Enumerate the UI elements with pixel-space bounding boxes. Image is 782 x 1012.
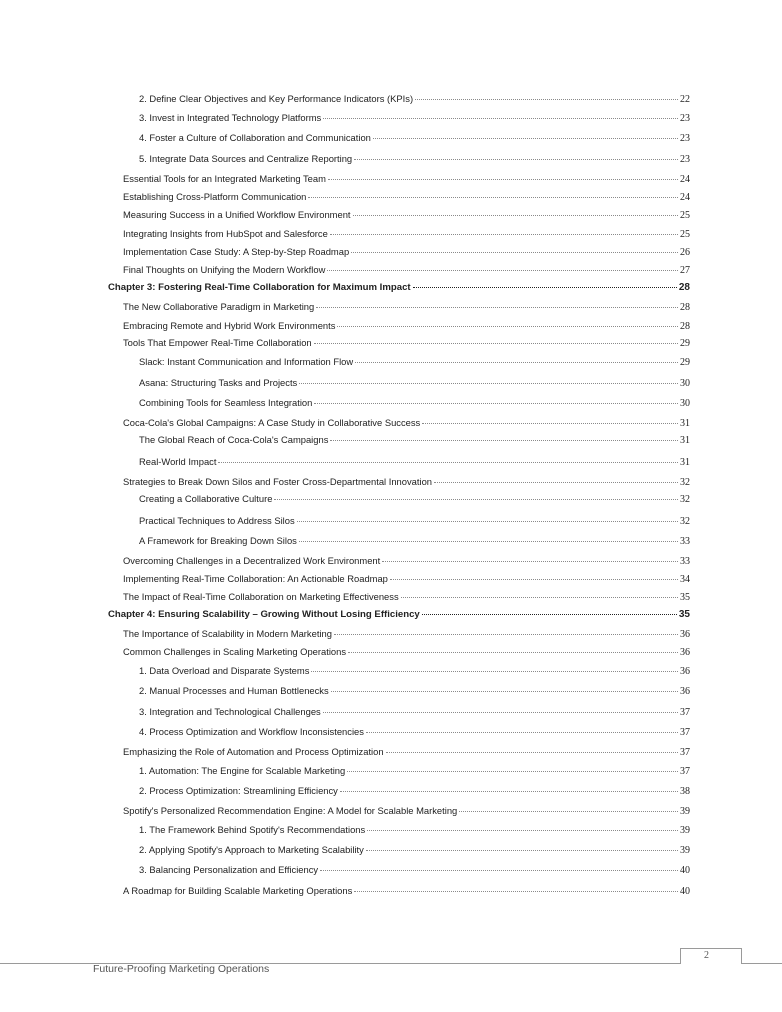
dot-leader: [348, 651, 678, 653]
toc-entry-page: 23: [680, 154, 690, 165]
toc-entry[interactable]: [123, 646, 690, 659]
toc-entry-title: 2. Manual Processes and Human Bottlenecks: [139, 685, 329, 696]
toc-entry-title: Coca-Cola's Global Campaigns: A Case Study in Collaborative Success: [123, 417, 421, 428]
toc-entry-title: 2. Applying Spotify's Approach to Marketing Scalability: [139, 844, 364, 855]
toc-entry-page: 39: [680, 806, 690, 817]
toc-entry-title: 3. Invest in Integrated Technology Platforms: [139, 112, 322, 123]
toc-entry-title: The Impact of Real-Time Collaboration on Marketing Effectiveness: [123, 591, 399, 602]
dot-leader: [386, 751, 678, 753]
toc-entry[interactable]: [123, 476, 690, 489]
toc-entry[interactable]: [139, 765, 690, 778]
toc-entry-title: 4. Foster a Culture of Collaboration and Communication: [139, 132, 371, 143]
dot-leader: [347, 770, 678, 772]
toc-entry[interactable]: [139, 726, 690, 739]
toc-entry-title: Real-World Impact: [139, 456, 217, 467]
toc-entry[interactable]: [139, 685, 690, 698]
dot-leader: [401, 596, 678, 598]
toc-entry[interactable]: [123, 591, 690, 604]
toc-entry[interactable]: [139, 377, 690, 390]
dot-leader: [422, 613, 677, 615]
toc-entry-page: 40: [680, 886, 690, 897]
toc-entry[interactable]: [123, 191, 690, 204]
dot-leader: [314, 402, 678, 404]
toc-entry-title: Chapter 3: Fostering Real-Time Collaboration for Maximum Impact: [108, 282, 411, 293]
dot-leader: [328, 178, 678, 180]
toc-entry-page: 39: [680, 825, 690, 836]
toc-entry-page: 40: [680, 865, 690, 876]
toc-entry[interactable]: [123, 246, 690, 259]
toc-entry[interactable]: [123, 417, 690, 430]
dot-leader: [297, 520, 678, 522]
toc-entry-title: 3. Integration and Technological Challenges: [139, 706, 321, 717]
toc-entry-page: 30: [680, 398, 690, 409]
toc-entry-title: The Importance of Scalability in Modern Marketing: [123, 628, 332, 639]
toc-entry-title: 5. Integrate Data Sources and Centralize Reporting: [139, 153, 353, 164]
toc-entry-page: 37: [680, 747, 690, 758]
dot-leader: [308, 196, 678, 198]
dot-leader: [413, 286, 677, 288]
toc-entry-title: Integrating Insights from HubSpot and Salesforce: [123, 228, 328, 239]
dot-leader: [382, 560, 678, 562]
toc-entry-title: A Roadmap for Building Scalable Marketing Operations: [123, 885, 353, 896]
dot-leader: [337, 325, 678, 327]
toc-chapter-entry[interactable]: [108, 609, 690, 621]
toc-entry-title: Strategies to Break Down Silos and Foster Cross-Departmental Innovation: [123, 476, 432, 487]
toc-entry-title: Tools That Empower Real-Time Collaboration: [123, 337, 312, 348]
dot-leader: [330, 233, 678, 235]
toc-entry-page: 27: [680, 265, 690, 276]
toc-entry-title: 1. Data Overload and Disparate Systems: [139, 665, 310, 676]
toc-entry[interactable]: [139, 132, 690, 145]
toc-entry-page: 23: [680, 113, 690, 124]
dot-leader: [334, 633, 678, 635]
dot-leader: [390, 578, 678, 580]
dot-leader: [354, 158, 678, 160]
toc-entry[interactable]: [139, 824, 690, 837]
toc-entry[interactable]: [139, 112, 690, 125]
dot-leader: [274, 498, 678, 500]
dot-leader: [351, 251, 678, 253]
toc-entry-page: 31: [680, 457, 690, 468]
dot-leader: [373, 137, 678, 139]
toc-entry-page: 36: [680, 686, 690, 697]
dot-leader: [327, 269, 678, 271]
toc-entry-title: 1. The Framework Behind Spotify's Recommendations: [139, 824, 366, 835]
toc-entry[interactable]: [139, 706, 690, 719]
toc-entry-page: 28: [680, 321, 690, 332]
toc-entry[interactable]: [123, 301, 690, 314]
toc-entry[interactable]: [123, 209, 690, 222]
toc-entry-page: 23: [680, 133, 690, 144]
toc-entry-title: Chapter 4: Ensuring Scalability – Growing Without Losing Efficiency: [108, 609, 420, 620]
dot-leader: [218, 461, 678, 463]
toc-entry[interactable]: [123, 173, 690, 186]
toc-entry-title: Combining Tools for Seamless Integration: [139, 397, 313, 408]
toc-entry-title: Measuring Success in a Unified Workflow Environment: [123, 209, 351, 220]
toc-entry-title: Implementation Case Study: A Step-by-Step Roadmap: [123, 246, 350, 257]
toc-entry[interactable]: [123, 228, 690, 241]
toc-chapter-entry[interactable]: [108, 282, 690, 294]
toc-entry[interactable]: [139, 356, 690, 369]
toc-entry-title: Essential Tools for an Integrated Marketing Team: [123, 173, 326, 184]
toc-entry-page: 39: [680, 845, 690, 856]
dot-leader: [459, 810, 678, 812]
toc-entry[interactable]: [139, 434, 690, 447]
toc-entry-page: 33: [680, 556, 690, 567]
toc-entry-page: 28: [678, 282, 690, 293]
toc-entry-title: 1. Automation: The Engine for Scalable Marketing: [139, 765, 346, 776]
toc-entry-title: 2. Process Optimization: Streamlining Efficiency: [139, 785, 338, 796]
toc-entry-page: 29: [680, 357, 690, 368]
toc-entry-page: 37: [680, 727, 690, 738]
toc-entry-page: 37: [680, 766, 690, 777]
toc-entry[interactable]: [139, 785, 690, 798]
toc-entry-title: 3. Balancing Personalization and Efficiency: [139, 864, 319, 875]
dot-leader: [434, 481, 678, 483]
toc-entry[interactable]: [123, 264, 690, 277]
toc-entry-page: 35: [680, 592, 690, 603]
toc-entry-title: Embracing Remote and Hybrid Work Environments: [123, 320, 336, 331]
toc-entry[interactable]: [123, 805, 690, 818]
toc-entry[interactable]: [123, 555, 690, 568]
page-number: 2: [704, 950, 709, 961]
toc-entry-title: Implementing Real-Time Collaboration: An Actionable Roadmap: [123, 573, 388, 584]
dot-leader: [320, 869, 678, 871]
dot-leader: [415, 98, 678, 100]
dot-leader: [330, 439, 678, 441]
toc-entry[interactable]: [139, 515, 690, 528]
toc-entry-page: 33: [680, 536, 690, 547]
toc-entry-title: Emphasizing the Role of Automation and Process Optimization: [123, 746, 384, 757]
toc-entry-title: Final Thoughts on Unifying the Modern Workflow: [123, 264, 326, 275]
dot-leader: [311, 670, 678, 672]
toc-entry[interactable]: [123, 573, 690, 586]
page-number-box: [680, 948, 742, 964]
toc-entry[interactable]: [139, 493, 690, 506]
dot-leader: [355, 361, 678, 363]
dot-leader: [367, 829, 678, 831]
toc-entry-page: 24: [680, 192, 690, 203]
toc-entry-page: 28: [680, 302, 690, 313]
toc-entry-page: 32: [680, 477, 690, 488]
toc-entry[interactable]: [139, 153, 690, 166]
toc-entry-page: 31: [680, 435, 690, 446]
dot-leader: [366, 849, 678, 851]
toc-entry-page: 29: [680, 338, 690, 349]
toc-entry-page: 25: [680, 210, 690, 221]
dot-leader: [323, 117, 678, 119]
toc-entry[interactable]: [123, 746, 690, 759]
dot-leader: [353, 214, 678, 216]
toc-entry-title: Common Challenges in Scaling Marketing Operations: [123, 646, 347, 657]
toc-entry-page: 38: [680, 786, 690, 797]
dot-leader: [331, 690, 678, 692]
dot-leader: [323, 711, 678, 713]
toc-entry[interactable]: [139, 665, 690, 678]
toc-entry-title: 2. Define Clear Objectives and Key Performance Indicators (KPIs): [139, 93, 414, 104]
dot-leader: [299, 382, 678, 384]
toc-entry-page: 36: [680, 629, 690, 640]
toc-entry-page: 24: [680, 174, 690, 185]
dot-leader: [340, 790, 678, 792]
toc-entry-title: Spotify's Personalized Recommendation Engine: A Model for Scalable Marketing: [123, 805, 458, 816]
dot-leader: [354, 890, 678, 892]
dot-leader: [366, 731, 678, 733]
toc-entry-page: 31: [680, 418, 690, 429]
toc-entry[interactable]: [139, 456, 690, 469]
toc-entry[interactable]: [139, 535, 690, 548]
toc-entry[interactable]: [123, 885, 690, 898]
toc-entry-title: Overcoming Challenges in a Decentralized Work Environment: [123, 555, 381, 566]
toc-entry[interactable]: [123, 320, 690, 333]
toc-entry-page: 25: [680, 229, 690, 240]
toc-entry-title: The Global Reach of Coca-Cola's Campaigns: [139, 434, 329, 445]
toc-entry[interactable]: [123, 628, 690, 641]
toc-entry-title: Asana: Structuring Tasks and Projects: [139, 377, 298, 388]
toc-entry-title: The New Collaborative Paradigm in Marketing: [123, 301, 315, 312]
toc-entry-page: 22: [680, 94, 690, 105]
toc-entry[interactable]: [139, 844, 690, 857]
footer-document-title: Future-Proofing Marketing Operations: [93, 963, 270, 975]
toc-entry-title: Establishing Cross-Platform Communication: [123, 191, 307, 202]
toc-entry-title: 4. Process Optimization and Workflow Inconsistencies: [139, 726, 364, 737]
toc-entry-title: Practical Techniques to Address Silos: [139, 515, 295, 526]
toc-entry-title: Slack: Instant Communication and Information Flow: [139, 356, 354, 367]
toc-entry[interactable]: [123, 337, 690, 350]
toc-entry-page: 37: [680, 707, 690, 718]
toc-entry-page: 30: [680, 378, 690, 389]
toc-entry-page: 32: [680, 516, 690, 527]
toc-entry-page: 34: [680, 574, 690, 585]
toc-entry[interactable]: [139, 93, 690, 106]
toc-entry[interactable]: [139, 397, 690, 410]
toc-entry-title: A Framework for Breaking Down Silos: [139, 535, 297, 546]
toc-entry-page: 26: [680, 247, 690, 258]
toc-entry[interactable]: [139, 864, 690, 877]
toc-entry-title: Creating a Collaborative Culture: [139, 493, 273, 504]
toc-entry-page: 35: [678, 609, 690, 620]
dot-leader: [422, 422, 678, 424]
dot-leader: [314, 342, 678, 344]
toc-entry-page: 36: [680, 666, 690, 677]
dot-leader: [299, 540, 678, 542]
dot-leader: [316, 306, 678, 308]
toc-entry-page: 32: [680, 494, 690, 505]
toc-entry-page: 36: [680, 647, 690, 658]
